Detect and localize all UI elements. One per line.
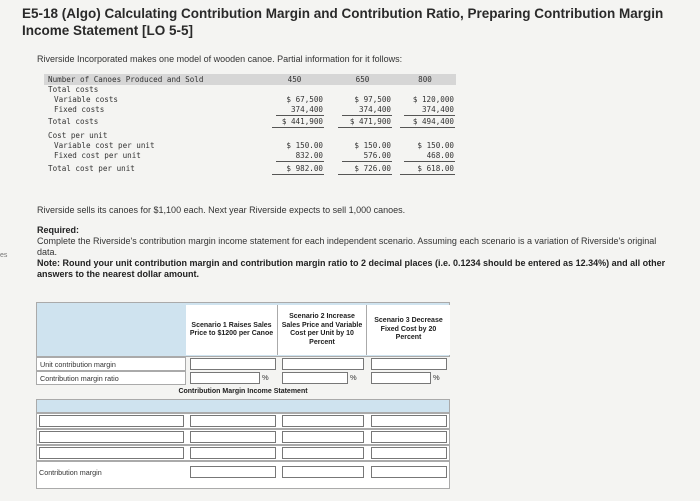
info-row-label: Total costs (48, 117, 99, 126)
cm-ratio-label: Contribution margin ratio (36, 371, 186, 385)
info-value: $ 471,900 (349, 117, 391, 126)
info-value: $ 67,500 (286, 95, 323, 104)
info-row-fixed-costs (44, 104, 456, 116)
info-header-label: Number of Canoes Produced and Sold (48, 75, 204, 84)
required-body: Complete the Riverside's contribution margin income statement for each independent scenario. Assuming each scenario is a variation of Riverside's original data. (37, 236, 657, 257)
line-item-input-2-s2[interactable] (282, 431, 364, 443)
double-underline (338, 127, 392, 128)
info-value: $ 441,900 (281, 117, 323, 126)
percent-sign: % (262, 373, 269, 382)
underline (404, 161, 455, 162)
info-value: 576.00 (363, 151, 391, 160)
unit-cm-input-s2[interactable] (282, 358, 364, 370)
info-row-label: Cost per unit (48, 131, 108, 140)
scenario-2-header: Scenario 2 Increase Sales Price and Variable Cost per Unit by 10 Percent (278, 305, 367, 355)
percent-sign: % (433, 373, 440, 382)
line-item-input-3-s1[interactable] (190, 447, 276, 459)
info-row-label: Variable cost per unit (54, 141, 155, 150)
unit-cm-input-s1[interactable] (190, 358, 276, 370)
underline (342, 161, 392, 162)
line-item-select-2[interactable] (39, 431, 184, 443)
info-row-fixed-per-unit (44, 150, 456, 162)
page-title: E5-18 (Algo) Calculating Contribution Margin and Contribution Ratio, Preparing Contribution Margin Income Statement [LO 5-5] (22, 6, 664, 38)
double-underline (400, 174, 455, 175)
double-underline (338, 174, 392, 175)
required-section (37, 225, 677, 280)
info-col-3: 800 (418, 75, 432, 84)
edge-text: es (0, 252, 8, 259)
scenario-3-header: Scenario 3 Decrease Fixed Cost by 20 Percent (367, 305, 450, 355)
underline (276, 161, 324, 162)
line-item-input-1-s2[interactable] (282, 415, 364, 427)
contribution-margin-input-s2[interactable] (282, 466, 364, 478)
info-row-label: Total costs (48, 85, 99, 94)
line-item-input-1-s1[interactable] (190, 415, 276, 427)
contribution-margin-label: Contribution margin (39, 467, 102, 477)
info-value: 468.00 (426, 151, 454, 160)
sales-paragraph: Riverside sells its canoes for $1,100 each. Next year Riverside expects to sell 1,000 canoes. (37, 205, 406, 215)
info-value: $ 494,400 (412, 117, 454, 126)
info-value: $ 982.00 (286, 164, 323, 173)
double-underline (272, 127, 324, 128)
info-row-total-costs (44, 116, 456, 128)
info-value: $ 726.00 (354, 164, 391, 173)
percent-sign: % (350, 373, 357, 382)
info-row-label: Total cost per unit (48, 164, 135, 173)
info-value: $ 120,000 (412, 95, 454, 104)
line-item-select-1[interactable] (39, 415, 184, 427)
required-note: Note: Round your unit contribution margin and contribution margin ratio to 2 decimal places (i.e. 0.1234 should be entered as 12.34%) and all other answers to the nearest dollar amount. (37, 258, 666, 279)
answer-table (36, 302, 450, 495)
info-col-2: 650 (355, 75, 370, 84)
info-value: $ 150.00 (417, 141, 454, 150)
info-value: 832.00 (295, 151, 323, 160)
line-item-select-3[interactable] (39, 447, 184, 459)
info-value: 374,400 (421, 105, 454, 114)
info-value: $ 97,500 (354, 95, 391, 104)
double-underline (400, 127, 455, 128)
info-value: $ 618.00 (417, 164, 454, 173)
statement-title: Contribution Margin Income Statement (178, 388, 308, 395)
unit-cm-input-s3[interactable] (371, 358, 447, 370)
info-row-total-per-unit (44, 163, 456, 175)
info-row-label: Fixed costs (54, 105, 105, 114)
required-heading: Required: (37, 225, 80, 235)
cm-ratio-input-s3[interactable] (371, 372, 431, 384)
line-item-input-2-s1[interactable] (190, 431, 276, 443)
cm-ratio-input-s2[interactable] (282, 372, 348, 384)
line-item-input-1-s3[interactable] (371, 415, 447, 427)
info-value: 374,400 (290, 105, 323, 114)
info-row-label: Variable costs (54, 95, 119, 104)
intro-text: Riverside Incorporated makes one model of wooden canoe. Partial information for it follows: (37, 54, 403, 64)
info-value: $ 150.00 (286, 141, 323, 150)
cm-ratio-input-s1[interactable] (190, 372, 260, 384)
line-item-input-2-s3[interactable] (371, 431, 447, 443)
blank-band (36, 399, 450, 413)
info-col-1: 450 (287, 75, 302, 84)
contribution-margin-input-s3[interactable] (371, 466, 447, 478)
double-underline (272, 174, 324, 175)
info-row-label: Fixed cost per unit (54, 151, 141, 160)
unit-cm-label: Unit contribution margin (36, 357, 186, 371)
scenario-1-header: Scenario 1 Raises Sales Price to $1200 per Canoe (186, 305, 278, 355)
line-item-input-3-s2[interactable] (282, 447, 364, 459)
contribution-margin-input-s1[interactable] (190, 466, 276, 478)
line-item-input-3-s3[interactable] (371, 447, 447, 459)
info-value: 374,400 (358, 105, 391, 114)
info-value: $ 150.00 (354, 141, 391, 150)
